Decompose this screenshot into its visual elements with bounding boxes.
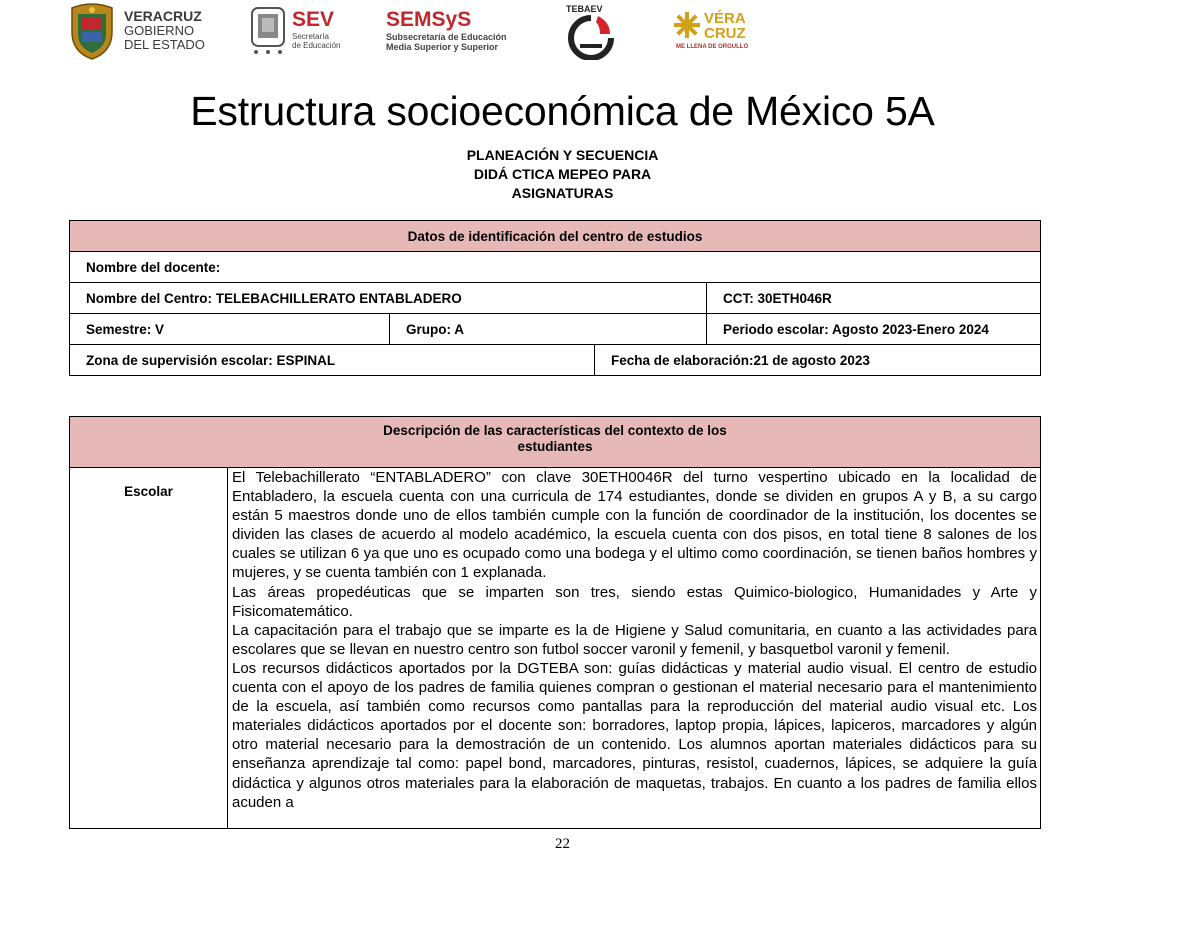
cct-cell: CCT: 30ETH046R: [707, 283, 1041, 314]
sev-logo-sub2: de Educación: [292, 41, 341, 50]
page-number: 22: [555, 836, 570, 852]
logo-bar: [68, 2, 768, 60]
veracruz-orgullo-logo: [674, 2, 764, 60]
semsys-logo-sub2: Media Superior y Superior: [386, 42, 499, 52]
identification-table: [69, 220, 1041, 376]
context-header-line-2: estudiantes: [517, 439, 593, 454]
elaboration-date-cell: Fecha de elaboración:21 de agosto 2023: [595, 345, 1041, 376]
context-paragraph: Las áreas propedéuticas que se imparten son tres, siendo estas Quimico-biologico, Humanidades y Arte y Fisicomatemático.: [232, 583, 1037, 620]
subtitle-line-2: DIDÁ CTICA MEPEO PARA: [473, 166, 652, 182]
context-paragraph: La capacitación para el trabajo que se imparte es la de Higiene y Salud comunitaria, en cuanto a las actividades para escolares que se llevan en nuestro centro son futbol soccer varonil y femenil, y basquetbol varonil y femenil.: [232, 621, 1037, 658]
semester-cell: Semestre: V: [70, 314, 390, 345]
vera-logo-tagline: ME LLENA DE ORGULLO: [676, 44, 749, 50]
context-table-header: [70, 417, 1041, 468]
sev-logo-sub1: Secretaría: [292, 32, 329, 41]
school-context-label: Escolar: [70, 468, 228, 829]
school-context-description: [228, 468, 1041, 829]
veracruz-shield-icon: [68, 2, 116, 60]
veracruz-logo-line3: DEL ESTADO: [124, 37, 205, 52]
tebaev-logo: [562, 2, 622, 60]
sev-logo: [248, 2, 358, 60]
tebaev-emblem-icon: [566, 14, 616, 60]
veracruz-logo-line1: VERACRUZ: [124, 8, 202, 24]
page-title: Estructura socioeconómica de México 5A: [190, 88, 935, 134]
sev-emblem-icon: [248, 4, 288, 56]
semsys-logo-name: SEMSyS: [386, 8, 472, 31]
semsys-logo: [386, 2, 536, 60]
context-paragraph: Los recursos didácticos aportados por la DGTEBA son: guías didácticas y material audio visual. El centro de estudio cuenta con el apoyo de los padres de familia quienes compran o gestionan el material necesario para el mantenimiento de la escuela, así también como recursos como pantallas para la reproducción del material audio visual etc. Los materiales didácticos aportados por el docente son: borradores, laptop propia, lápices, lapiceros, marcadores y algún otro material necesario para la demostración de un contenido. Los alumnos aportan materiales didácticos para su enseñanza aprendizaje tal como: papel bond, marcadores, pinturas, resistol, cuadernos, lápices, se adquiere la guía didáctica y algunos otros materiales para la elaboración de maquetas, trabajos. En cuanto a los padres de familia ellos acuden a: [232, 659, 1037, 811]
context-header-line-1: Descripción de las características del contexto de los: [383, 423, 727, 438]
document-subtitle: [0, 146, 1125, 203]
semsys-logo-sub1: Subsecretaría de Educación: [386, 32, 507, 42]
subtitle-line-1: PLANEACIÓN Y SECUENCIA: [466, 147, 659, 163]
sev-logo-name: SEV: [292, 8, 335, 31]
context-description-table: [69, 416, 1041, 829]
teacher-name-cell: Nombre del docente:: [70, 252, 1041, 283]
subtitle-line-3: ASIGNATURAS: [511, 185, 614, 201]
veracruz-gobierno-logo: [68, 2, 208, 60]
identification-table-header: Datos de identificación del centro de estudios: [70, 221, 1041, 252]
group-cell: Grupo: A: [390, 314, 707, 345]
context-paragraph: El Telebachillerato “ENTABLADERO” con clave 30ETH0046R del turno vespertino ubicado en la localidad de Entabladero, la escuela cuenta con una curricula de 174 estudiantes, donde se dividen en grupos A y B, a su cargo están 5 maestros donde uno de ellos también cumple con la función de coordinador de la institución, los docentes se dividen las clases de acuerdo al modelo académico, la escuela cuenta con dos pisos, en total tiene 8 salones de los cuales se utilizan 6 ya que uno es ocupado como una bodega y el ultimo como coordinación, se tienen baños hombres y mujeres, y se cuenta también con 1 explanada.: [232, 469, 1037, 582]
tebaev-logo-name: TEBAEV: [566, 4, 603, 14]
center-name-cell: Nombre del Centro: TELEBACHILLERATO ENTABLADERO: [70, 283, 707, 314]
veracruz-logo-line2: GOBIERNO: [124, 23, 195, 38]
supervision-zone-cell: Zona de supervisión escolar: ESPINAL: [70, 345, 595, 376]
vera-star-icon: [674, 12, 700, 38]
vera-logo-line1: VÉRA: [704, 10, 746, 27]
school-period-cell: Periodo escolar: Agosto 2023-Enero 2024: [707, 314, 1041, 345]
vera-logo-line2: CRUZ: [704, 25, 746, 42]
